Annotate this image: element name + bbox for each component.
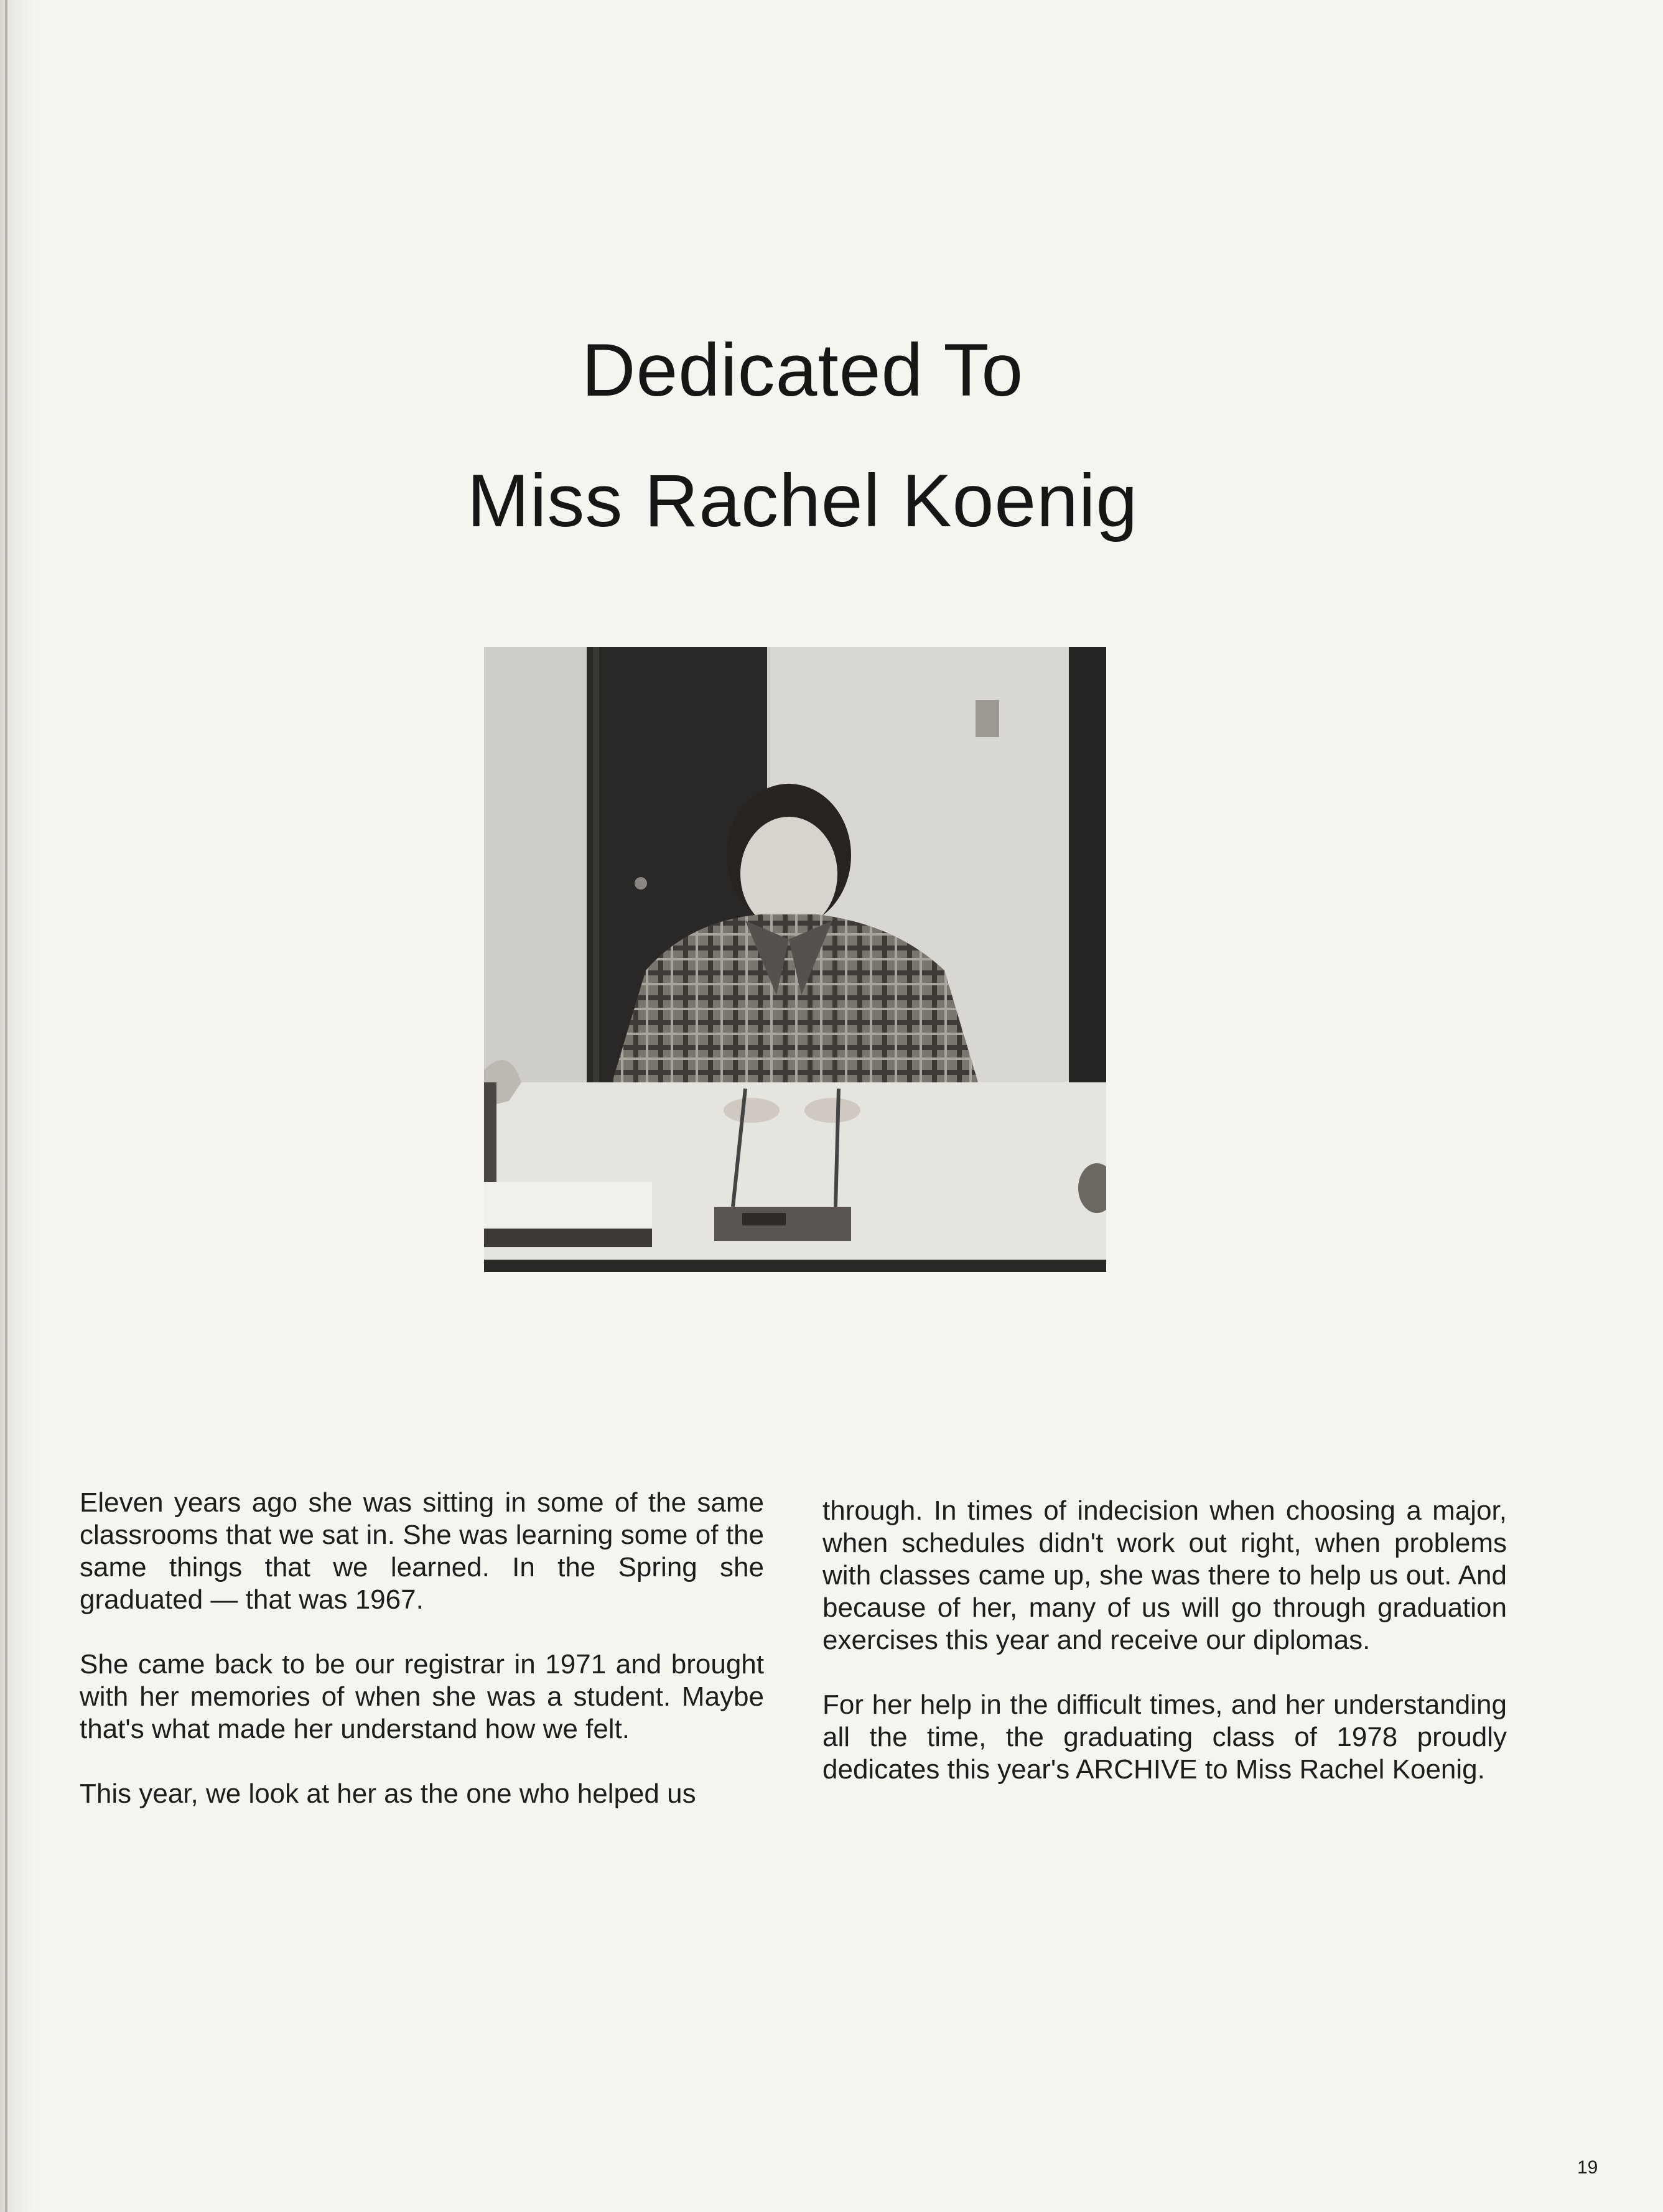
paragraph: through. In times of indecision when choosing a major, when schedules didn't work out right, when problems with classes came up, she was there to help us out. And because of her, many of us will go through graduation exercises this year and receive our diplomas. <box>822 1495 1507 1655</box>
body-column-left <box>80 1487 764 1843</box>
dedicatee-name: Miss Rachel Koenig <box>467 459 1139 542</box>
page-number: 19 <box>1577 2157 1598 2178</box>
paragraph: For her help in the difficult times, and her understanding all the time, the graduating class of 1978 proudly dedicates this year's ARCHIVE to Miss Rachel Koenig. <box>822 1689 1507 1785</box>
paragraph: She came back to be our registrar in 1971 and brought with her memories of when she was a student. Maybe that's what made her understand how we felt. <box>80 1649 764 1744</box>
dedication-heading: Dedicated To <box>581 328 1024 412</box>
paragraph: Eleven years ago she was sitting in some of the same classrooms that we sat in. She was learning some of the same things that we learned. In the Spring she graduated — that was 1967. <box>80 1487 764 1615</box>
body-column-right <box>822 1495 1507 1818</box>
paragraph: This year, we look at her as the one who helped us <box>80 1778 696 1809</box>
portrait-photo-icon <box>484 647 1106 1272</box>
portrait-photo <box>484 647 1106 1272</box>
